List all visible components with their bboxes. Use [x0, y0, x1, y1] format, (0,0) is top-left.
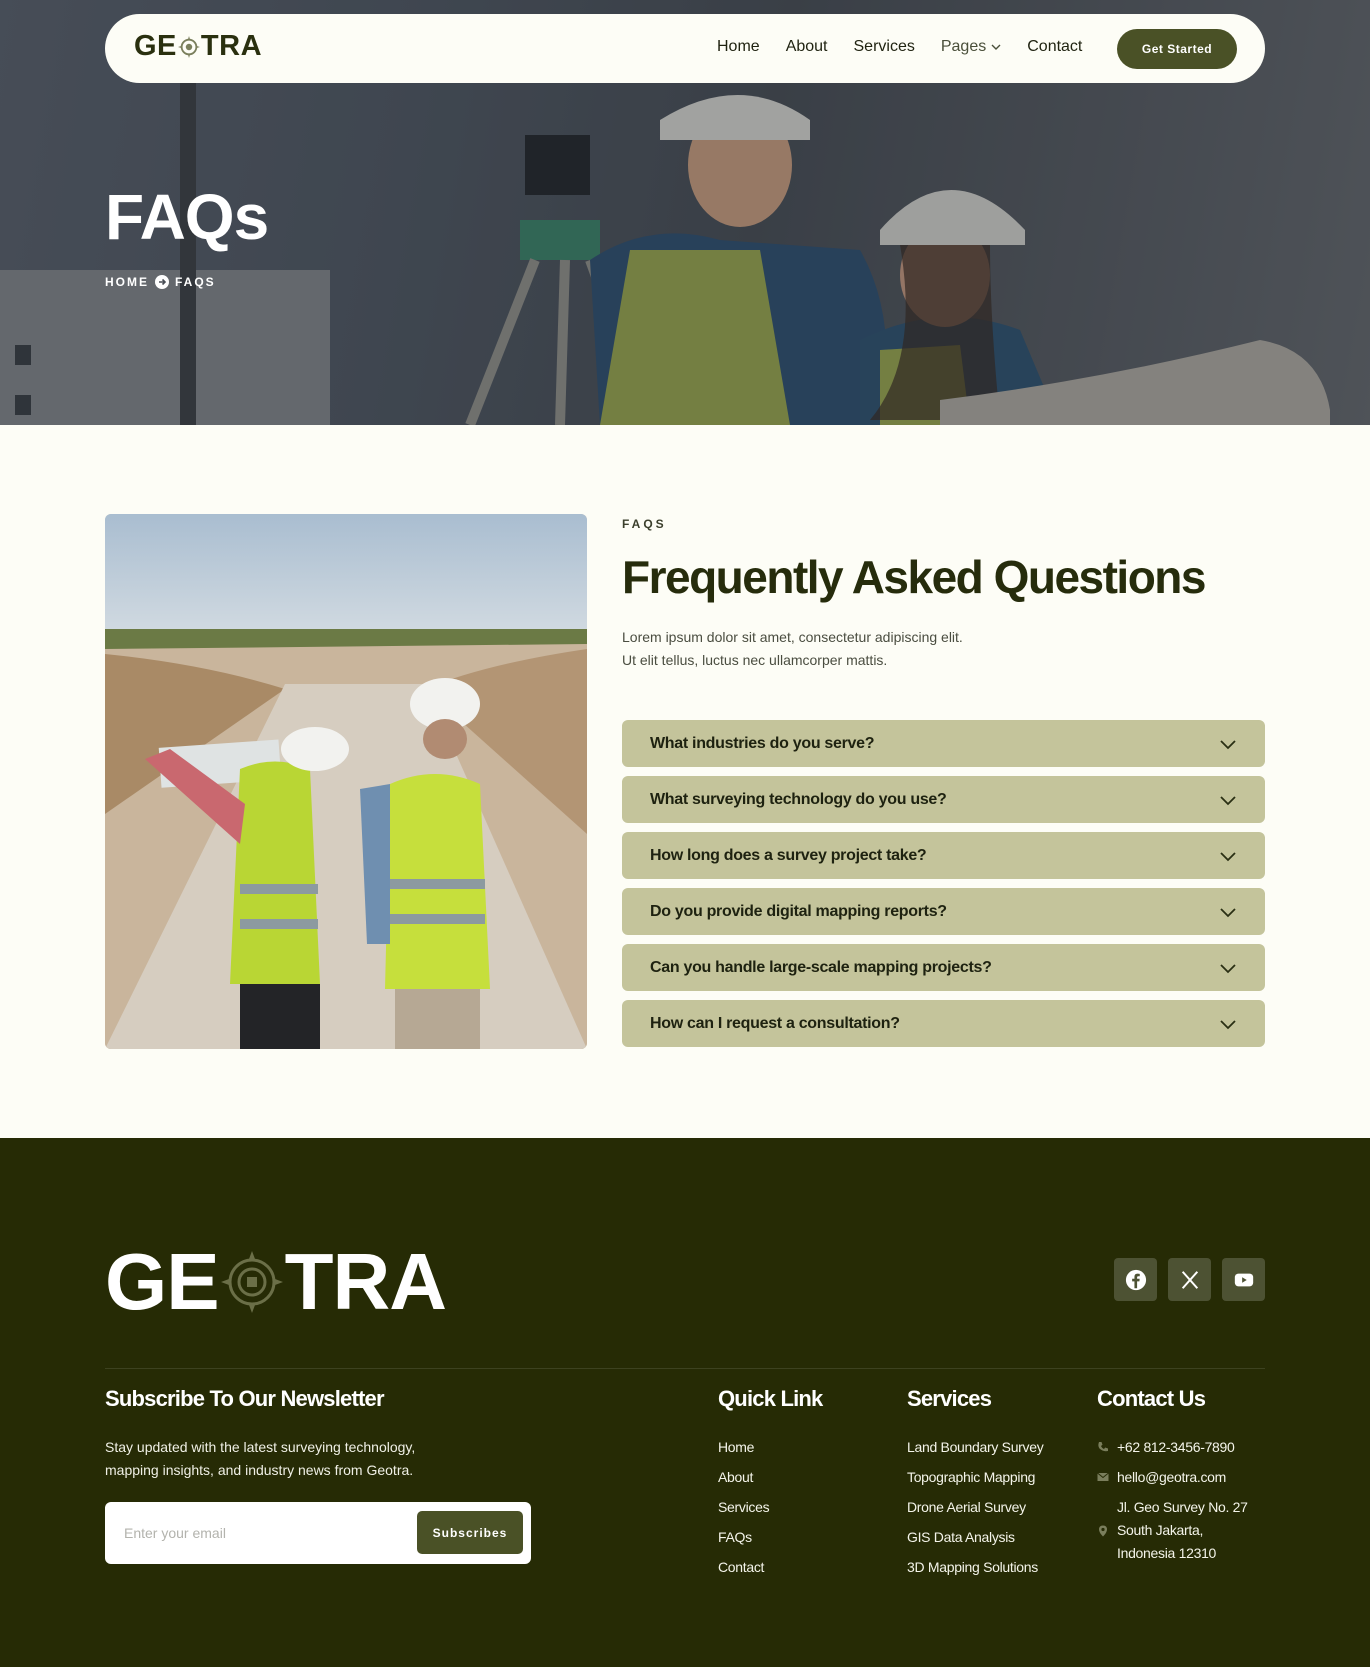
footer-link-services[interactable]: Services — [718, 1499, 770, 1515]
newsletter-email-input[interactable] — [124, 1521, 404, 1545]
chevron-down-icon — [1219, 847, 1237, 865]
address-line: South Jakarta, — [1117, 1522, 1204, 1538]
faq-question: How long does a survey project take? — [650, 846, 927, 864]
address-line: Indonesia 12310 — [1117, 1545, 1217, 1561]
nav-contact-label: Contact — [1027, 38, 1083, 55]
chevron-down-icon — [1219, 903, 1237, 921]
contact-address — [1097, 1496, 1248, 1565]
faq-item[interactable] — [622, 888, 1265, 935]
contact-column — [1097, 1386, 1248, 1565]
nav-about[interactable] — [786, 38, 828, 56]
chevron-down-icon — [991, 42, 1001, 52]
faq-question: Do you provide digital mapping reports? — [650, 902, 947, 920]
compass-logo-icon — [178, 36, 200, 58]
phone-icon — [1097, 1441, 1109, 1453]
contact-phone[interactable] — [1097, 1436, 1248, 1466]
header-logo[interactable]: GE TRA — [134, 30, 263, 62]
chevron-down-icon — [1219, 1015, 1237, 1033]
contact-phone-text: +62 812-3456-7890 — [1117, 1439, 1235, 1455]
newsletter-title: Subscribe To Our Newsletter — [105, 1386, 384, 1411]
chevron-down-icon — [1219, 959, 1237, 977]
newsletter-description-line: Stay updated with the latest surveying technology, — [105, 1439, 416, 1455]
services-column — [907, 1386, 1043, 1586]
main-nav — [717, 38, 1108, 56]
breadcrumb-current: FAQS — [175, 275, 216, 289]
nav-contact[interactable] — [1027, 38, 1082, 56]
faq-heading: Frequently Asked Questions — [622, 551, 1205, 603]
footer-link-home[interactable]: Home — [718, 1439, 755, 1455]
footer-logo[interactable]: GE TRA — [105, 1237, 447, 1326]
newsletter-form — [105, 1502, 531, 1564]
faq-description — [622, 626, 1042, 672]
footer-service-link[interactable]: 3D Mapping Solutions — [907, 1559, 1038, 1575]
facebook-icon — [1125, 1269, 1147, 1291]
contact-email[interactable] — [1097, 1466, 1248, 1496]
subscribe-button[interactable]: Subscribes — [417, 1511, 523, 1554]
chevron-down-icon — [1219, 791, 1237, 809]
site-footer — [0, 1138, 1370, 1667]
compass-logo-icon — [221, 1251, 283, 1313]
x-twitter-icon — [1179, 1269, 1201, 1291]
services-title: Services — [907, 1386, 992, 1411]
faq-item[interactable] — [622, 776, 1265, 823]
footer-link-faqs[interactable]: FAQs — [718, 1529, 752, 1545]
get-started-button[interactable]: Get Started — [1117, 29, 1237, 69]
breadcrumb-home[interactable]: HOME — [105, 275, 149, 289]
page-title: FAQs — [105, 181, 269, 253]
nav-services-label: Services — [853, 38, 915, 55]
x-twitter-link[interactable] — [1168, 1258, 1211, 1301]
mail-icon — [1097, 1471, 1109, 1483]
faq-question: Can you handle large-scale mapping projects? — [650, 958, 992, 976]
newsletter-description-line: mapping insights, and industry news from Geotra. — [105, 1462, 414, 1478]
faq-question: What surveying technology do you use? — [650, 790, 947, 808]
nav-home[interactable] — [717, 38, 760, 56]
faq-accordion — [622, 720, 1265, 1056]
chevron-down-icon — [1219, 735, 1237, 753]
youtube-link[interactable] — [1222, 1258, 1265, 1301]
faq-question: What industries do you serve? — [650, 734, 875, 752]
breadcrumb — [105, 275, 216, 289]
hero-banner — [0, 0, 1370, 425]
nav-pages-dropdown[interactable] — [941, 38, 1001, 56]
footer-service-link[interactable]: Land Boundary Survey — [907, 1439, 1044, 1455]
faq-item[interactable] — [622, 1000, 1265, 1047]
social-links — [1114, 1258, 1265, 1301]
address-line: Jl. Geo Survey No. 27 — [1117, 1499, 1248, 1515]
faq-description-line: Lorem ipsum dolor sit amet, consectetur adipiscing elit. — [622, 629, 963, 645]
youtube-icon — [1233, 1269, 1255, 1291]
nav-pages-label: Pages — [940, 38, 987, 55]
top-navbar — [105, 14, 1265, 83]
footer-divider — [105, 1368, 1265, 1369]
footer-service-link[interactable]: GIS Data Analysis — [907, 1529, 1015, 1545]
faq-eyebrow: FAQS — [622, 517, 667, 531]
surveyors-photo — [105, 514, 587, 1049]
contact-title: Contact Us — [1097, 1386, 1206, 1411]
faq-item[interactable] — [622, 944, 1265, 991]
footer-link-contact[interactable]: Contact — [718, 1559, 765, 1575]
quick-links-title: Quick Link — [718, 1386, 823, 1411]
quick-links-column — [718, 1386, 822, 1586]
footer-service-link[interactable]: Drone Aerial Survey — [907, 1499, 1026, 1515]
faq-item[interactable] — [622, 720, 1265, 767]
nav-home-label: Home — [717, 38, 760, 55]
footer-service-link[interactable]: Topographic Mapping — [907, 1469, 1036, 1485]
faq-question: How can I request a consultation? — [650, 1014, 900, 1032]
faq-item[interactable] — [622, 832, 1265, 879]
newsletter-description — [105, 1436, 435, 1482]
facebook-link[interactable] — [1114, 1258, 1157, 1301]
footer-link-about[interactable]: About — [718, 1469, 754, 1485]
location-pin-icon — [1097, 1525, 1109, 1537]
nav-services[interactable] — [854, 38, 915, 56]
arrow-circle-right-icon — [155, 275, 169, 289]
contact-email-text: hello@geotra.com — [1117, 1469, 1227, 1485]
faq-description-line: Ut elit tellus, luctus nec ullamcorper mattis. — [622, 652, 888, 668]
nav-about-label: About — [785, 38, 828, 55]
